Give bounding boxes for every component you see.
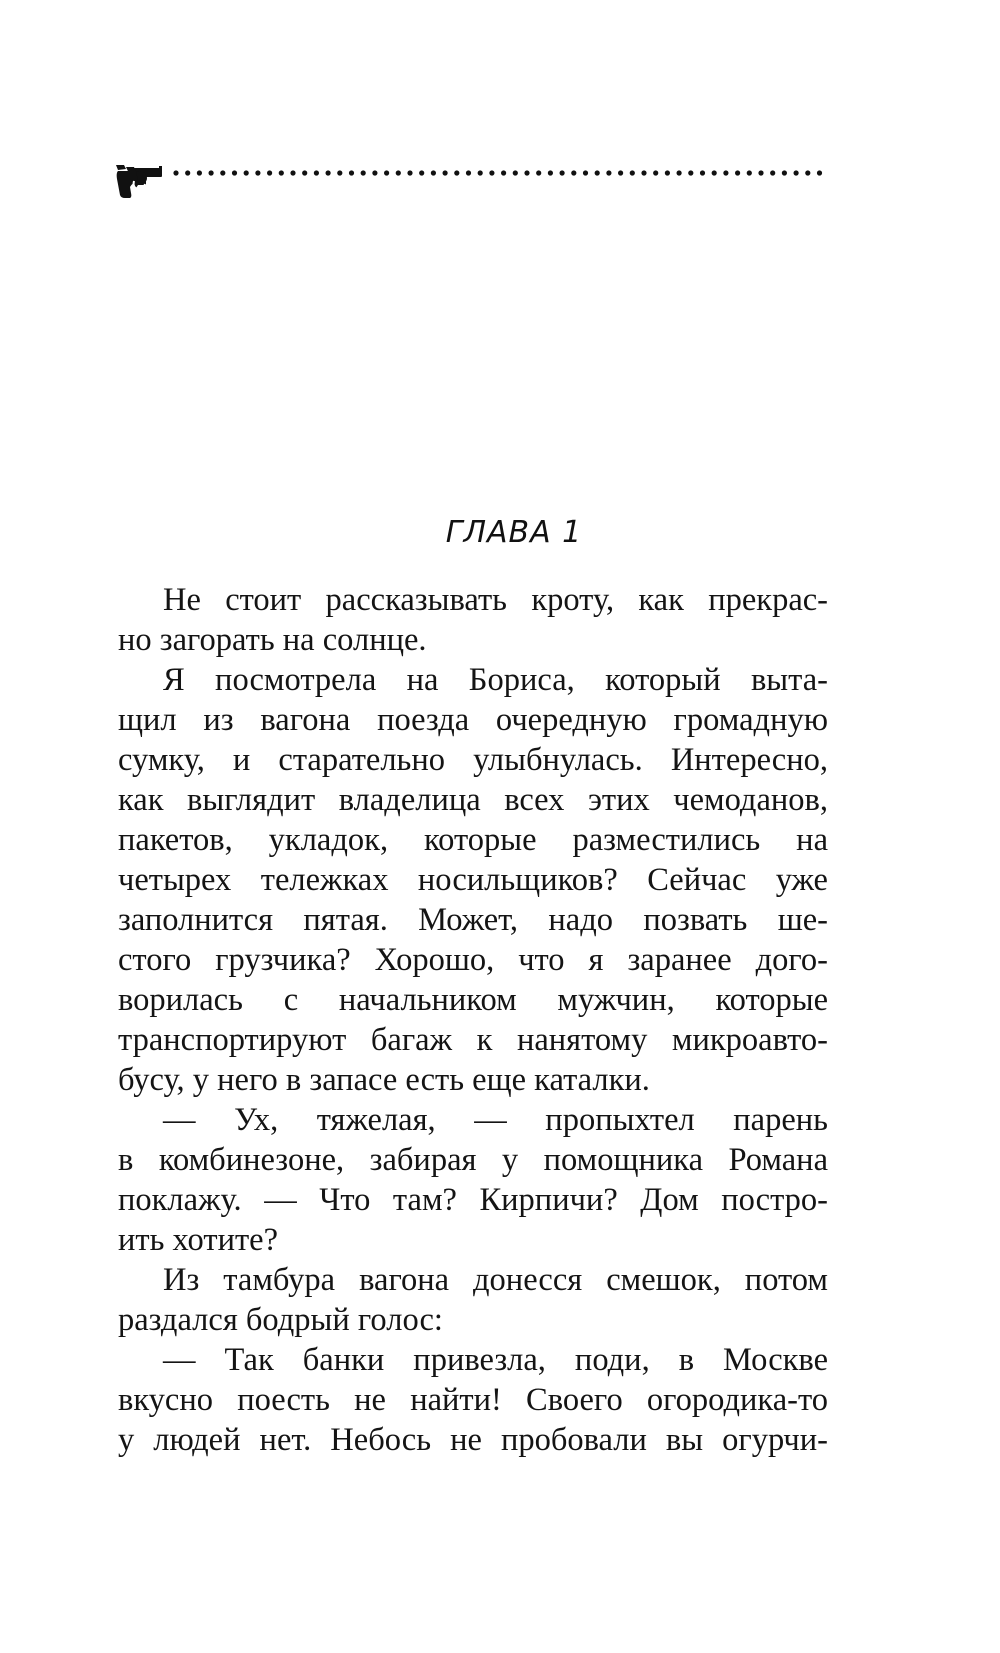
text-line: ить хотите? bbox=[118, 1222, 279, 1258]
text-line: четырех тележках носильщиков? Сейчас уже bbox=[118, 862, 828, 898]
text-line: сумку, и старательно улыбнулась. Интересно, bbox=[118, 742, 828, 778]
text-line: щил из вагона поезда очередную громадную bbox=[118, 702, 828, 738]
text-line: Я посмотрела на Бориса, который выта- bbox=[163, 662, 828, 698]
chapter-title: ГЛАВА 1 bbox=[445, 515, 583, 550]
text-line: ворилась с начальником мужчин, которые bbox=[118, 982, 828, 1018]
text-line: транспортируют багаж к нанятому микроавто- bbox=[118, 1022, 828, 1058]
text-line: — Так банки привезла, поди, в Москве bbox=[163, 1342, 828, 1378]
text-line: бусу, у него в запасе есть еще каталки. bbox=[118, 1062, 650, 1098]
text-line: поклажу. — Что там? Кирпичи? Дом постро- bbox=[118, 1182, 828, 1218]
text-line: заполнится пятая. Может, надо позвать ше- bbox=[118, 902, 828, 938]
text-line: в комбинезоне, забирая у помощника Романа bbox=[118, 1142, 828, 1178]
text-line: как выглядит владелица всех этих чемоданов, bbox=[118, 782, 828, 818]
text-line: Не стоит рассказывать кроту, как прекрас- bbox=[163, 582, 828, 618]
text-line: стого грузчика? Хорошо, что я заранее дого- bbox=[118, 942, 828, 978]
header-ornament bbox=[116, 163, 828, 213]
body-text bbox=[118, 580, 828, 1460]
text-line: Из тамбура вагона донесся смешок, потом bbox=[163, 1262, 828, 1298]
text-line: — Ух, тяжелая, — пропыхтел парень bbox=[163, 1102, 828, 1138]
revolver-icon bbox=[116, 163, 828, 213]
text-line: пакетов, укладок, которые разместились на bbox=[118, 822, 828, 858]
text-line: но загорать на солнце. bbox=[118, 622, 427, 658]
text-line: у людей нет. Небось не пробовали вы огурчи- bbox=[118, 1422, 828, 1458]
text-line: вкусно поесть не найти! Своего огородика-то bbox=[118, 1382, 828, 1418]
text-line: раздался бодрый голос: bbox=[118, 1302, 443, 1338]
